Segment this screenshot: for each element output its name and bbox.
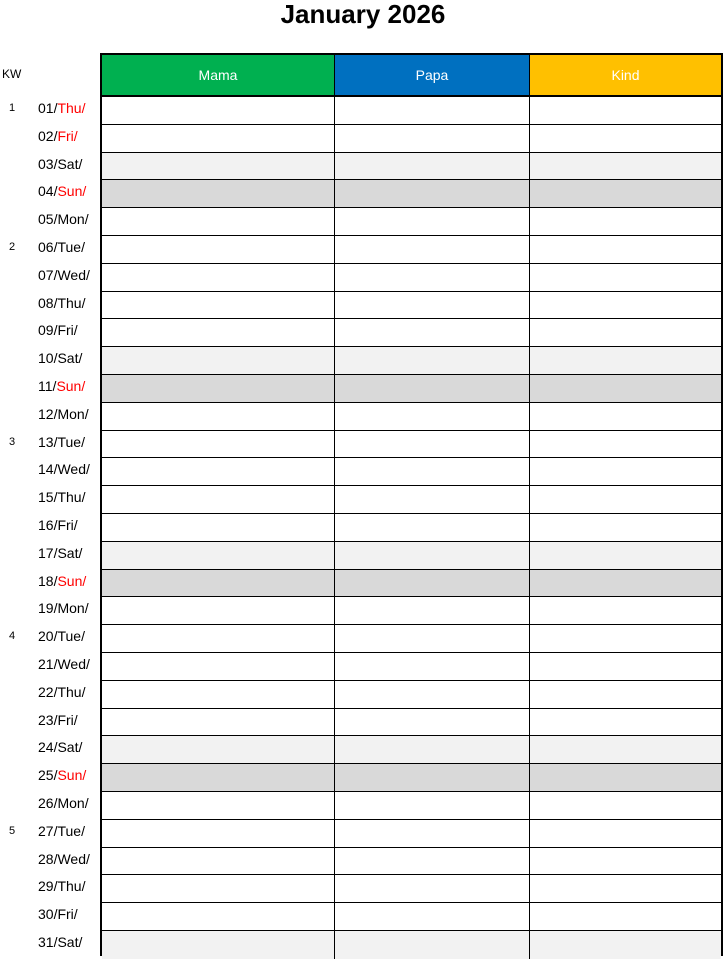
table-row	[102, 625, 721, 653]
weekday-name: Tue/	[57, 822, 85, 839]
date-number: 05/	[38, 211, 58, 228]
entry-cell-kind[interactable]	[529, 431, 721, 458]
entry-cell-mama[interactable]	[102, 236, 334, 263]
weekday-name: Thu/	[57, 878, 86, 895]
table-row	[102, 542, 721, 570]
entry-cell-kind[interactable]	[529, 570, 721, 597]
entry-cell-mama[interactable]	[102, 875, 334, 902]
week-number: 1	[9, 102, 16, 114]
entry-cell-kind[interactable]	[529, 458, 721, 485]
table-row	[102, 125, 721, 153]
column-header-kind: Kind	[529, 55, 721, 95]
weekday-name: Fri/	[57, 322, 78, 339]
weekday-name: Tue/	[57, 628, 85, 645]
entry-cell-kind[interactable]	[529, 153, 721, 180]
table-row	[102, 570, 721, 598]
entry-cell-papa[interactable]	[334, 875, 529, 902]
day-label	[38, 322, 78, 338]
date-number: 30/	[38, 906, 58, 923]
entry-cell-mama[interactable]	[102, 903, 334, 930]
entry-cell-kind[interactable]	[529, 681, 721, 708]
entry-cell-papa[interactable]	[334, 848, 529, 875]
entry-cell-papa[interactable]	[334, 764, 529, 791]
entry-cell-mama[interactable]	[102, 208, 334, 235]
entry-cell-papa[interactable]	[334, 570, 529, 597]
day-label	[38, 628, 85, 644]
weekday-name: Mon/	[57, 600, 89, 617]
weekday-name: Sat/	[57, 155, 83, 172]
day-label	[38, 545, 82, 561]
entry-cell-kind[interactable]	[529, 709, 721, 736]
entry-cell-kind[interactable]	[529, 625, 721, 652]
date-row	[0, 734, 100, 762]
entry-cell-mama[interactable]	[102, 431, 334, 458]
date-row	[0, 373, 100, 401]
table-row	[102, 820, 721, 848]
entry-cell-kind[interactable]	[529, 125, 721, 152]
day-label	[38, 239, 85, 255]
date-number: 03/	[38, 155, 58, 172]
entry-cell-kind[interactable]	[529, 375, 721, 402]
table-row	[102, 375, 721, 403]
date-number: 09/	[38, 322, 58, 339]
day-label	[38, 211, 89, 227]
day-label	[38, 156, 82, 172]
entry-cell-papa[interactable]	[334, 208, 529, 235]
date-number: 23/	[38, 711, 58, 728]
date-row	[0, 512, 100, 540]
entry-cell-kind[interactable]	[529, 180, 721, 207]
table-row	[102, 709, 721, 737]
table-row	[102, 292, 721, 320]
entry-cell-mama[interactable]	[102, 403, 334, 430]
entry-cell-mama[interactable]	[102, 180, 334, 207]
date-number: 22/	[38, 683, 58, 700]
entry-cell-papa[interactable]	[334, 542, 529, 569]
day-label	[38, 128, 78, 144]
date-number: 15/	[38, 489, 58, 506]
date-number: 28/	[38, 850, 58, 867]
day-label	[38, 934, 82, 950]
weekday-name: Thu/	[57, 683, 86, 700]
date-number: 07/	[38, 266, 58, 283]
table-row	[102, 848, 721, 876]
entry-cell-kind[interactable]	[529, 292, 721, 319]
date-row	[0, 929, 100, 957]
weekday-name: Wed/	[57, 266, 90, 283]
date-number: 16/	[38, 516, 58, 533]
date-number: 10/	[38, 350, 58, 367]
entry-cell-mama[interactable]	[102, 153, 334, 180]
table-row	[102, 180, 721, 208]
weekday-name: Sat/	[57, 350, 83, 367]
day-label	[38, 684, 85, 700]
weekday-name: Fri/	[57, 516, 78, 533]
table-row	[102, 875, 721, 903]
weekday-name: Thu/	[57, 100, 86, 116]
entry-cell-kind[interactable]	[529, 931, 721, 959]
entry-cell-papa[interactable]	[334, 375, 529, 402]
day-label	[38, 851, 90, 867]
day-label	[38, 461, 90, 477]
entry-cell-mama[interactable]	[102, 542, 334, 569]
weekday-name: Tue/	[57, 433, 85, 450]
day-label	[38, 600, 89, 616]
entry-cell-kind[interactable]	[529, 403, 721, 430]
date-row	[0, 429, 100, 457]
date-number: 08/	[38, 294, 58, 311]
date-number: 24/	[38, 739, 58, 756]
entry-cell-papa[interactable]	[334, 681, 529, 708]
weekday-name: Sat/	[57, 544, 83, 561]
table-row	[102, 931, 721, 959]
weekday-name: Fri/	[57, 711, 78, 728]
date-number: 21/	[38, 655, 58, 672]
weekday-name: Fri/	[57, 127, 78, 144]
entry-cell-kind[interactable]	[529, 486, 721, 513]
day-label	[38, 878, 85, 894]
week-number: 4	[9, 630, 16, 643]
entry-cell-papa[interactable]	[334, 486, 529, 513]
entry-cell-mama[interactable]	[102, 375, 334, 402]
date-number: 02/	[38, 127, 58, 144]
entry-cell-kind[interactable]	[529, 848, 721, 875]
entry-cell-kind[interactable]	[529, 208, 721, 235]
entry-cell-mama[interactable]	[102, 570, 334, 597]
date-number: 25/	[38, 767, 58, 784]
weekday-name: Wed/	[57, 655, 90, 672]
table-row	[102, 514, 721, 542]
date-number: 31/	[38, 933, 58, 950]
page-title: January 2026	[280, 0, 446, 29]
weekday-name: Mon/	[57, 405, 89, 422]
entry-cell-kind[interactable]	[529, 875, 721, 902]
date-row	[0, 345, 100, 373]
entry-cell-papa[interactable]	[334, 431, 529, 458]
weekday-name: Sun/	[57, 183, 87, 200]
weekday-name: Sat/	[57, 933, 83, 950]
table-row	[102, 431, 721, 459]
date-row	[0, 456, 100, 484]
date-row	[0, 873, 100, 901]
entry-cell-mama[interactable]	[102, 486, 334, 513]
header-row	[102, 55, 721, 97]
entry-cell-papa[interactable]	[334, 347, 529, 374]
day-label	[38, 823, 85, 839]
entry-cell-kind[interactable]	[529, 347, 721, 374]
date-number: 13/	[38, 433, 58, 450]
kw-header: KW	[2, 67, 22, 81]
entry-cell-mama[interactable]	[102, 597, 334, 624]
weekday-name: Thu/	[57, 294, 86, 311]
entry-cell-papa[interactable]	[334, 153, 529, 180]
entry-cell-papa[interactable]	[334, 709, 529, 736]
entry-cell-mama[interactable]	[102, 264, 334, 291]
column-header-mama: Mama	[102, 55, 334, 95]
entry-cell-kind[interactable]	[529, 236, 721, 263]
date-number: 20/	[38, 628, 58, 645]
entry-cell-mama[interactable]	[102, 820, 334, 847]
weekday-name: Sun/	[56, 377, 86, 394]
date-row	[0, 317, 100, 345]
table-row	[102, 208, 721, 236]
entry-cell-kind[interactable]	[529, 542, 721, 569]
day-label	[38, 767, 86, 783]
entry-cell-mama[interactable]	[102, 653, 334, 680]
entry-cell-mama[interactable]	[102, 792, 334, 819]
entry-cell-mama[interactable]	[102, 514, 334, 541]
date-number: 04/	[38, 183, 58, 200]
entry-cell-kind[interactable]	[529, 903, 721, 930]
date-row	[0, 595, 100, 623]
grid-body	[102, 97, 721, 959]
date-row	[0, 123, 100, 151]
entry-cell-mama[interactable]	[102, 709, 334, 736]
date-row	[0, 290, 100, 318]
date-number: 11/	[38, 377, 57, 394]
date-row	[0, 234, 100, 262]
weekday-name: Sat/	[57, 739, 83, 756]
entry-cell-mama[interactable]	[102, 848, 334, 875]
table-row	[102, 653, 721, 681]
week-number: 3	[9, 435, 16, 448]
day-label	[38, 906, 78, 922]
entry-cell-papa[interactable]	[334, 292, 529, 319]
table-row	[102, 347, 721, 375]
weekday-name: Wed/	[57, 461, 90, 478]
day-label	[38, 795, 89, 811]
weekday-name: Sun/	[57, 767, 87, 784]
date-row	[0, 846, 100, 874]
day-label	[38, 267, 90, 283]
entry-cell-mama[interactable]	[102, 347, 334, 374]
entry-cell-mama[interactable]	[102, 458, 334, 485]
date-row	[0, 206, 100, 234]
date-number: 27/	[38, 822, 58, 839]
day-label	[38, 378, 85, 394]
entry-cell-papa[interactable]	[334, 403, 529, 430]
date-number: 26/	[38, 794, 58, 811]
date-row	[0, 95, 100, 123]
date-row	[0, 178, 100, 206]
entry-cell-kind[interactable]	[529, 653, 721, 680]
date-number: 18/	[38, 572, 58, 589]
date-row	[0, 484, 100, 512]
table-row	[102, 319, 721, 347]
entry-cell-papa[interactable]	[334, 264, 529, 291]
entry-cell-kind[interactable]	[529, 597, 721, 624]
entry-cell-mama[interactable]	[102, 764, 334, 791]
table-row	[102, 458, 721, 486]
entry-cell-papa[interactable]	[334, 514, 529, 541]
entry-cell-mama[interactable]	[102, 931, 334, 959]
day-label	[38, 434, 85, 450]
table-row	[102, 153, 721, 181]
date-row	[0, 707, 100, 735]
entry-cell-papa[interactable]	[334, 319, 529, 346]
table-row	[102, 236, 721, 264]
day-label	[38, 517, 78, 533]
entry-cell-kind[interactable]	[529, 514, 721, 541]
entry-cell-papa[interactable]	[334, 931, 529, 959]
table-row	[102, 597, 721, 625]
date-row	[0, 401, 100, 429]
date-number: 06/	[38, 238, 58, 255]
date-number: 29/	[38, 878, 58, 895]
day-label	[38, 739, 82, 755]
entry-cell-mama[interactable]	[102, 125, 334, 152]
table-row	[102, 736, 721, 764]
entry-cell-mama[interactable]	[102, 736, 334, 763]
week-number: 2	[9, 240, 16, 253]
weekday-name: Wed/	[57, 850, 90, 867]
date-row	[0, 790, 100, 818]
column-header-papa: Papa	[334, 55, 529, 95]
date-number: 17/	[38, 544, 58, 561]
entry-cell-mama[interactable]	[102, 681, 334, 708]
table-row	[102, 681, 721, 709]
weekday-name: Fri/	[57, 906, 78, 923]
entry-cell-mama[interactable]	[102, 625, 334, 652]
date-row	[0, 818, 100, 846]
weekday-name: Mon/	[57, 794, 89, 811]
entry-cell-mama[interactable]	[102, 292, 334, 319]
table-row	[102, 764, 721, 792]
day-label	[38, 100, 85, 116]
entry-cell-papa[interactable]	[334, 792, 529, 819]
table-row	[102, 97, 721, 125]
entry-cell-mama[interactable]	[102, 97, 334, 124]
entry-cell-kind[interactable]	[529, 736, 721, 763]
day-label	[38, 183, 86, 199]
weekday-name: Sun/	[57, 572, 87, 589]
date-number: 01/	[38, 100, 58, 116]
table-row	[102, 486, 721, 514]
table-row	[102, 403, 721, 431]
table-row	[102, 903, 721, 931]
date-row	[0, 262, 100, 290]
entry-cell-papa[interactable]	[334, 236, 529, 263]
entry-cell-papa[interactable]	[334, 125, 529, 152]
entry-cell-papa[interactable]	[334, 597, 529, 624]
date-row	[0, 151, 100, 179]
entry-cell-papa[interactable]	[334, 653, 529, 680]
entry-cell-papa[interactable]	[334, 625, 529, 652]
day-label	[38, 406, 89, 422]
entry-cell-kind[interactable]	[529, 792, 721, 819]
date-row	[0, 651, 100, 679]
date-row	[0, 568, 100, 596]
entry-cell-papa[interactable]	[334, 458, 529, 485]
entry-cell-kind[interactable]	[529, 319, 721, 346]
weekday-name: Thu/	[57, 489, 86, 506]
week-number: 5	[9, 824, 16, 837]
entry-cell-kind[interactable]	[529, 820, 721, 847]
date-row	[0, 762, 100, 790]
day-label	[38, 656, 90, 672]
date-row	[0, 679, 100, 707]
table-row	[102, 264, 721, 292]
weekday-name: Tue/	[57, 238, 85, 255]
date-number: 12/	[38, 405, 58, 422]
entry-cell-papa[interactable]	[334, 736, 529, 763]
entry-cell-mama[interactable]	[102, 319, 334, 346]
entry-cell-kind[interactable]	[529, 764, 721, 791]
entry-cell-papa[interactable]	[334, 180, 529, 207]
entry-cell-papa[interactable]	[334, 97, 529, 124]
entry-cell-papa[interactable]	[334, 903, 529, 930]
date-column	[0, 95, 100, 957]
day-label	[38, 573, 86, 589]
day-label	[38, 295, 85, 311]
day-label	[38, 350, 82, 366]
date-row	[0, 901, 100, 929]
table-row	[102, 792, 721, 820]
entry-cell-kind[interactable]	[529, 264, 721, 291]
weekday-name: Mon/	[57, 211, 89, 228]
planner-grid	[100, 53, 723, 956]
date-row	[0, 540, 100, 568]
day-label	[38, 489, 85, 505]
date-row	[0, 623, 100, 651]
date-number: 19/	[38, 600, 58, 617]
entry-cell-papa[interactable]	[334, 820, 529, 847]
date-number: 14/	[38, 461, 58, 478]
day-label	[38, 712, 78, 728]
entry-cell-kind[interactable]	[529, 97, 721, 124]
